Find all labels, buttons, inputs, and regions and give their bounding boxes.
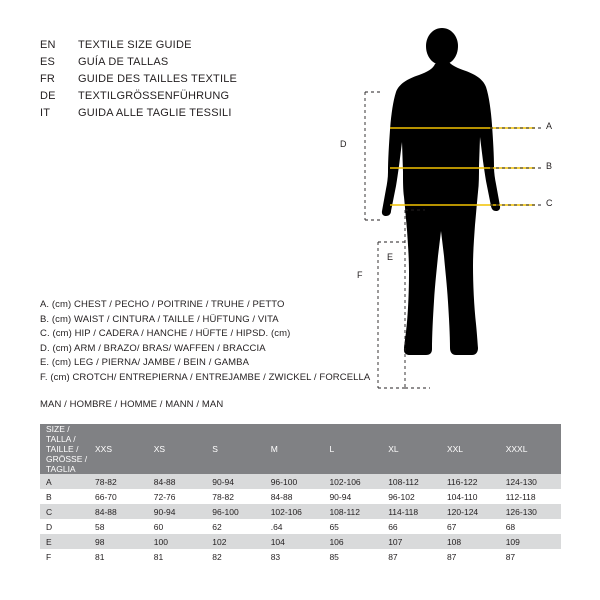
- cell-a-xxs: 78-82: [95, 476, 117, 487]
- title-lang-it: IT: [40, 107, 51, 119]
- cell-f-xxl: 87: [446, 551, 457, 562]
- cell-d-m: .64: [270, 521, 283, 532]
- legend-item-d: D. (cm) ARM / BRAZO/ BRAS/ WAFFEN / BRACCIA: [40, 342, 266, 354]
- cell-e-xxs: 98: [95, 536, 105, 547]
- cell-d-xxs: 58: [95, 521, 105, 532]
- title-text-en: TEXTILE SIZE GUIDE: [78, 39, 192, 51]
- cell-e-s: 102: [212, 536, 227, 547]
- cell-c-xxxl: 126-130: [505, 506, 537, 517]
- legend-item-e: E. (cm) LEG / PIERNA/ JAMBE / BEIN / GAMBA: [40, 357, 250, 368]
- title-text-de: TEXTILGRÖSSENFÜHRUNG: [78, 90, 230, 102]
- title-row: [40, 89, 340, 104]
- table-header-row: [40, 424, 561, 474]
- row-label-c: C: [46, 506, 53, 517]
- cell-d-l: 65: [329, 521, 339, 532]
- cell-e-xs: 100: [153, 536, 168, 547]
- title-row: [40, 106, 340, 121]
- legend-gender-note: MAN / HOMBRE / HOMME / MANN / MAN: [40, 399, 224, 410]
- table-row: [40, 534, 561, 549]
- title-lang-de: DE: [40, 90, 56, 102]
- title-lang-es: ES: [40, 56, 56, 68]
- cell-b-xxl: 104-110: [446, 491, 478, 502]
- table-header-m: M: [267, 424, 326, 474]
- cell-d-s: 62: [212, 521, 222, 532]
- cell-b-xl: 96-102: [388, 491, 415, 502]
- cell-a-l: 102-106: [329, 476, 361, 487]
- cell-b-xxs: 66-70: [95, 491, 117, 502]
- cell-c-xl: 114-118: [388, 506, 419, 517]
- cell-c-m: 102-106: [270, 506, 302, 517]
- row-label-b: B: [46, 491, 52, 502]
- cell-c-xs: 90-94: [153, 506, 176, 517]
- row-label-d: D: [46, 521, 53, 532]
- table-header-xxs: XXS: [91, 424, 150, 474]
- cell-f-s: 82: [212, 551, 222, 562]
- title-row: [40, 55, 340, 70]
- cell-c-l: 108-112: [329, 506, 361, 517]
- label-f: F: [357, 270, 363, 280]
- cell-b-s: 78-82: [212, 491, 234, 502]
- table-header-xxxl: XXXL: [502, 424, 561, 474]
- cell-b-m: 84-88: [270, 491, 293, 502]
- label-d: D: [340, 139, 347, 149]
- cell-a-xxxl: 124-130: [505, 476, 537, 487]
- cell-f-m: 83: [270, 551, 281, 562]
- cell-c-xxs: 84-88: [95, 506, 117, 517]
- cell-a-xs: 84-88: [153, 476, 176, 487]
- table-header-xxl: XXL: [443, 424, 502, 474]
- cell-b-xxxl: 112-118: [505, 491, 536, 502]
- cell-d-xs: 60: [153, 521, 164, 532]
- table-row: [40, 504, 561, 519]
- cell-c-xxl: 120-124: [446, 506, 479, 517]
- row-label-a: A: [46, 476, 52, 487]
- cell-e-l: 106: [329, 536, 344, 547]
- cell-f-l: 85: [329, 551, 339, 562]
- title-lang-fr: FR: [40, 73, 56, 85]
- cell-f-xxs: 81: [95, 551, 105, 562]
- row-label-f: F: [46, 551, 52, 562]
- table-row: [40, 519, 561, 534]
- legend-item-f: F. (cm) CROTCH/ ENTREPIERNA / ENTREJAMBE / ZWICKEL / FORCELLA: [40, 371, 371, 383]
- cell-a-m: 96-100: [270, 476, 298, 487]
- label-b: B: [546, 161, 553, 171]
- cell-d-xl: 66: [388, 521, 398, 532]
- legend-item-a: A. (cm) CHEST / PECHO / POITRINE / TRUHE / PETTO: [40, 299, 285, 310]
- title-lang-en: EN: [40, 39, 56, 51]
- cell-f-xs: 81: [153, 551, 164, 562]
- cell-a-xxl: 116-122: [446, 476, 478, 487]
- man-silhouette-icon: [382, 28, 500, 355]
- label-a: A: [546, 121, 553, 131]
- title-text-it: GUIDA ALLE TAGLIE TESSILI: [78, 107, 232, 119]
- cell-d-xxxl: 68: [505, 521, 516, 532]
- label-e: E: [387, 252, 394, 262]
- cell-f-xl: 87: [388, 551, 398, 562]
- cell-b-l: 90-94: [329, 491, 352, 502]
- table-header-size: SIZE / TALLA / TAILLE / GRÖSSE / TAGLIA: [40, 424, 91, 474]
- table-header-xl: XL: [384, 424, 443, 474]
- table-row: [40, 549, 561, 564]
- cell-e-xxxl: 109: [505, 536, 520, 547]
- cell-a-s: 90-94: [212, 476, 234, 487]
- legend-item-b: B. (cm) WAIST / CINTURA / TAILLE / HÜFTUNG / VITA: [40, 313, 279, 325]
- table-header-xs: XS: [150, 424, 208, 474]
- cell-a-xl: 108-112: [388, 476, 419, 487]
- cell-f-xxxl: 87: [505, 551, 516, 562]
- title-text-es: GUÍA DE TALLAS: [78, 56, 169, 68]
- title-block: [40, 38, 340, 123]
- row-label-e: E: [46, 536, 52, 547]
- cell-e-xxl: 108: [446, 536, 462, 547]
- title-text-fr: GUIDE DES TAILLES TEXTILE: [78, 73, 238, 85]
- cell-d-xxl: 67: [446, 521, 457, 532]
- table-row: [40, 474, 561, 489]
- title-row: [40, 72, 340, 87]
- table-header-s: S: [208, 424, 266, 474]
- title-row: [40, 38, 340, 53]
- table-header-l: L: [325, 424, 384, 474]
- legend-block: [40, 298, 370, 385]
- cell-e-m: 104: [270, 536, 285, 547]
- label-c: C: [546, 198, 553, 208]
- table-row: [40, 489, 561, 504]
- size-table: [40, 424, 561, 564]
- legend-item-c: C. (cm) HIP / CADERA / HANCHE / HÜFTE / HIPSD. (cm): [40, 328, 291, 339]
- cell-b-xs: 72-76: [153, 491, 176, 502]
- cell-e-xl: 107: [388, 536, 403, 547]
- cell-c-s: 96-100: [212, 506, 239, 517]
